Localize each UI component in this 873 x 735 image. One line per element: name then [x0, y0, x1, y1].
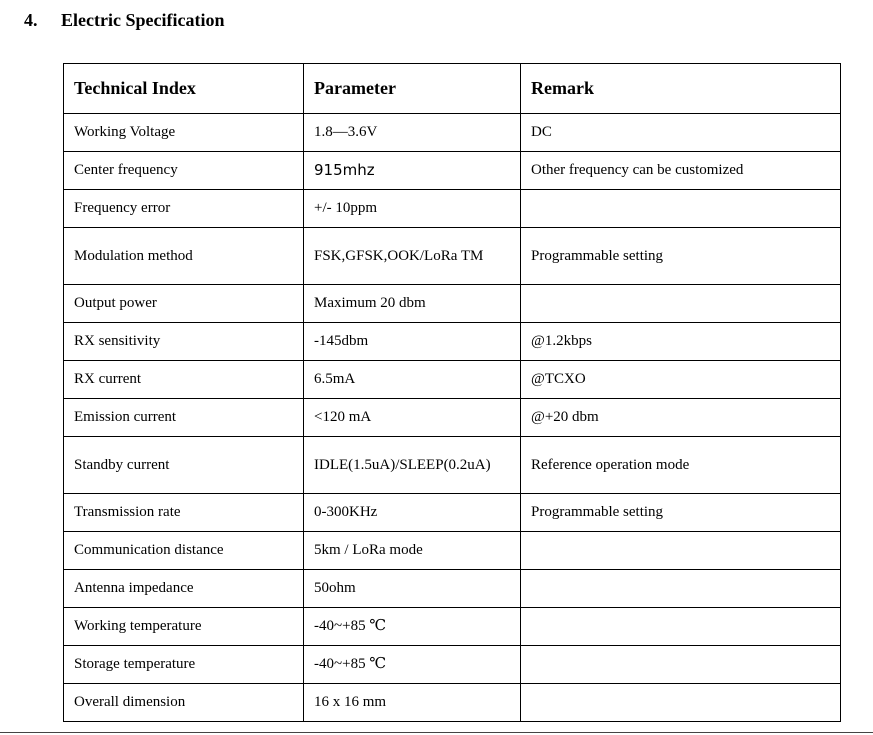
cell-remark: Programmable setting [521, 228, 841, 285]
cell-parameter: 0-300KHz [304, 494, 521, 532]
cell-remark: Other frequency can be customized [521, 152, 841, 190]
table-row [64, 608, 841, 646]
cell-parameter: -40~+85 ℃ [304, 646, 521, 684]
cell-parameter: 16 x 16 mm [304, 684, 521, 722]
table-row [64, 228, 841, 285]
cell-index: Communication distance [64, 532, 304, 570]
cell-parameter: 6.5mA [304, 361, 521, 399]
cell-index: Emission current [64, 399, 304, 437]
cell-index: Antenna impedance [64, 570, 304, 608]
cell-parameter: Maximum 20 dbm [304, 285, 521, 323]
cell-remark: @TCXO [521, 361, 841, 399]
cell-parameter: -145dbm [304, 323, 521, 361]
header-remark: Remark [521, 64, 841, 114]
cell-remark: @+20 dbm [521, 399, 841, 437]
table-header-row [64, 64, 841, 114]
cell-index: Modulation method [64, 228, 304, 285]
cell-index: Center frequency [64, 152, 304, 190]
cell-index: Transmission rate [64, 494, 304, 532]
cell-remark [521, 570, 841, 608]
table-row [64, 532, 841, 570]
cell-remark: Programmable setting [521, 494, 841, 532]
cell-parameter: FSK,GFSK,OOK/LoRa TM [304, 228, 521, 285]
cell-parameter: 5km / LoRa mode [304, 532, 521, 570]
cell-index: Standby current [64, 437, 304, 494]
cell-index: Output power [64, 285, 304, 323]
cell-index: Working Voltage [64, 114, 304, 152]
cell-parameter: <120 mA [304, 399, 521, 437]
table-row [64, 190, 841, 228]
table-row [64, 399, 841, 437]
cell-remark [521, 608, 841, 646]
table-row [64, 114, 841, 152]
cell-parameter: 915mhz [304, 152, 521, 190]
table-row [64, 437, 841, 494]
table-row [64, 684, 841, 722]
cell-remark [521, 684, 841, 722]
cell-index: RX sensitivity [64, 323, 304, 361]
section-heading [24, 10, 224, 31]
cell-remark: DC [521, 114, 841, 152]
table-row [64, 361, 841, 399]
cell-remark [521, 532, 841, 570]
section-number: 4. [24, 10, 38, 30]
cell-parameter: 1.8—3.6V [304, 114, 521, 152]
cell-remark: Reference operation mode [521, 437, 841, 494]
cell-index: RX current [64, 361, 304, 399]
cell-remark [521, 285, 841, 323]
cell-index: Frequency error [64, 190, 304, 228]
cell-remark [521, 646, 841, 684]
cell-parameter: IDLE(1.5uA)/SLEEP(0.2uA) [304, 437, 521, 494]
cell-index: Storage temperature [64, 646, 304, 684]
table-row [64, 646, 841, 684]
table-row [64, 152, 841, 190]
cell-parameter: 50ohm [304, 570, 521, 608]
header-technical-index: Technical Index [64, 64, 304, 114]
table-row [64, 285, 841, 323]
header-parameter: Parameter [304, 64, 521, 114]
table-row [64, 323, 841, 361]
cell-remark: @1.2kbps [521, 323, 841, 361]
cell-remark [521, 190, 841, 228]
section-title: Electric Specification [61, 10, 225, 30]
table-row [64, 494, 841, 532]
cell-index: Working temperature [64, 608, 304, 646]
cell-parameter: +/- 10ppm [304, 190, 521, 228]
cell-index: Overall dimension [64, 684, 304, 722]
cell-parameter: -40~+85 ℃ [304, 608, 521, 646]
table-row [64, 570, 841, 608]
page-footer-divider [0, 732, 873, 733]
electric-spec-table [63, 63, 841, 722]
